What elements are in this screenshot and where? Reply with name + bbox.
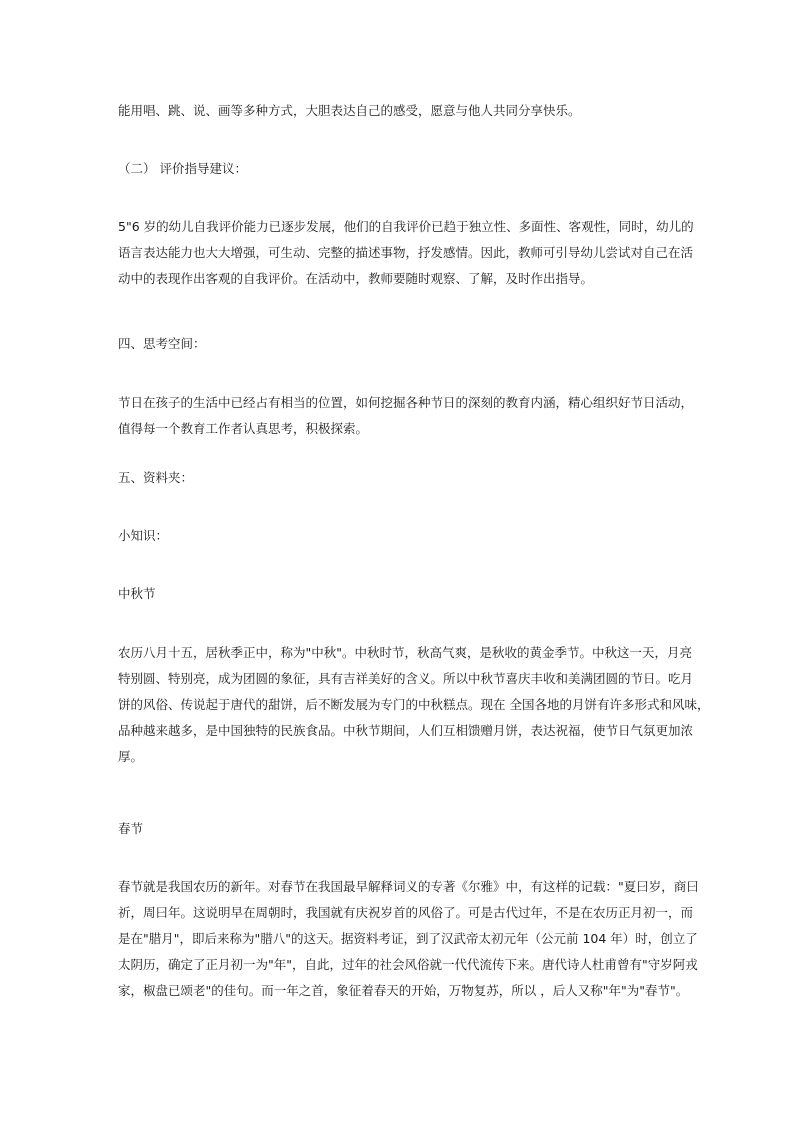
- paragraph-line: 农历八月十五，居秋季正中，称为"中秋"。中秋时节，秋高气爽，是秋收的黄金季节。中秋这一天，月亮: [118, 645, 693, 660]
- paragraph-line: 5"6 岁的幼儿自我评价能力已逐步发展，他们的自我评价已趋于独立性、多面性、客观性，同时，幼儿的: [118, 219, 694, 234]
- tips-subheading: 小知识：: [118, 528, 169, 543]
- paragraph-line: 动中的表现作出客观的自我评价。在活动中，教师要随时观察、了解，及时作出指导。: [118, 271, 594, 286]
- paragraph-line: 语言表达能力也大大增强，可生动、完整的描述事物，抒发感情。因此，教师可引导幼儿尝试对自己在活: [118, 245, 694, 260]
- spring-festival-paragraph: [118, 874, 699, 1004]
- think-heading: 四、思考空间：: [118, 336, 206, 351]
- paragraph-line: 太阴历，确定了正月初一为"年"，自此，过年的社会风俗就一代代流传下来。唐代诗人杜甫曾有"守岁阿戎: [118, 957, 698, 972]
- paragraph-line: 家，椒盘已颂老"的佳句。而一年之首，象征着春天的开始，万物复苏，所以 ，后人又称"年"为"春节"。: [118, 983, 689, 998]
- intro-line: 能用唱、跳、说、画等多种方式，大胆表达自己的感受，愿意与他人共同分享快乐。: [118, 103, 581, 118]
- paragraph-line: 祈，周曰年。这说明早在周朝时，我国就有庆祝岁首的风俗了。可是古代过年，不是在农历正月初一，而: [118, 905, 694, 920]
- evaluation-heading: （二） 评价指导建议：: [118, 161, 247, 176]
- paragraph-line: 品种越来越多，是中国独特的民族食品。中秋节期间，人们互相馈赠月饼，表达祝福，使节日气氛更加浓: [118, 723, 694, 738]
- paragraph-line: 厚。: [118, 749, 144, 764]
- paragraph-line: 特别圆、特别亮，成为团圆的象征，具有吉祥美好的含义。所以中秋节喜庆丰收和美满团圆的节日。吃月: [118, 671, 694, 686]
- resources-heading: 五、资料夹：: [118, 470, 194, 485]
- spring-festival-title: 春节: [118, 821, 144, 836]
- think-paragraph: [118, 390, 694, 442]
- paragraph-line: 节日在孩子的生活中已经占有相当的位置，如何挖掘各种节日的深刻的教育内涵，精心组织好节日活动，: [118, 395, 694, 410]
- paragraph-line: 饼的风俗、传说起于唐代的甜饼，后不断发展为专门的中秋糕点。现在 全国各地的月饼有许多形式和风味，: [118, 697, 710, 712]
- paragraph-line: 值得每一个教育工作者认真思考，积极探索。: [118, 421, 369, 436]
- evaluation-paragraph: [118, 214, 694, 292]
- mid-autumn-paragraph: [118, 640, 710, 770]
- paragraph-line: 春节就是我国农历的新年。对春节在我国最早解释词义的专著《尔雅》中，有这样的记载："夏曰岁，商曰: [118, 879, 699, 894]
- paragraph-line: 是在"腊月"，即后来称为"腊八"的这天。据资料考证，到了汉武帝太初元年（公元前 104 年）时，创立了: [118, 931, 698, 946]
- mid-autumn-title: 中秋节: [118, 586, 156, 601]
